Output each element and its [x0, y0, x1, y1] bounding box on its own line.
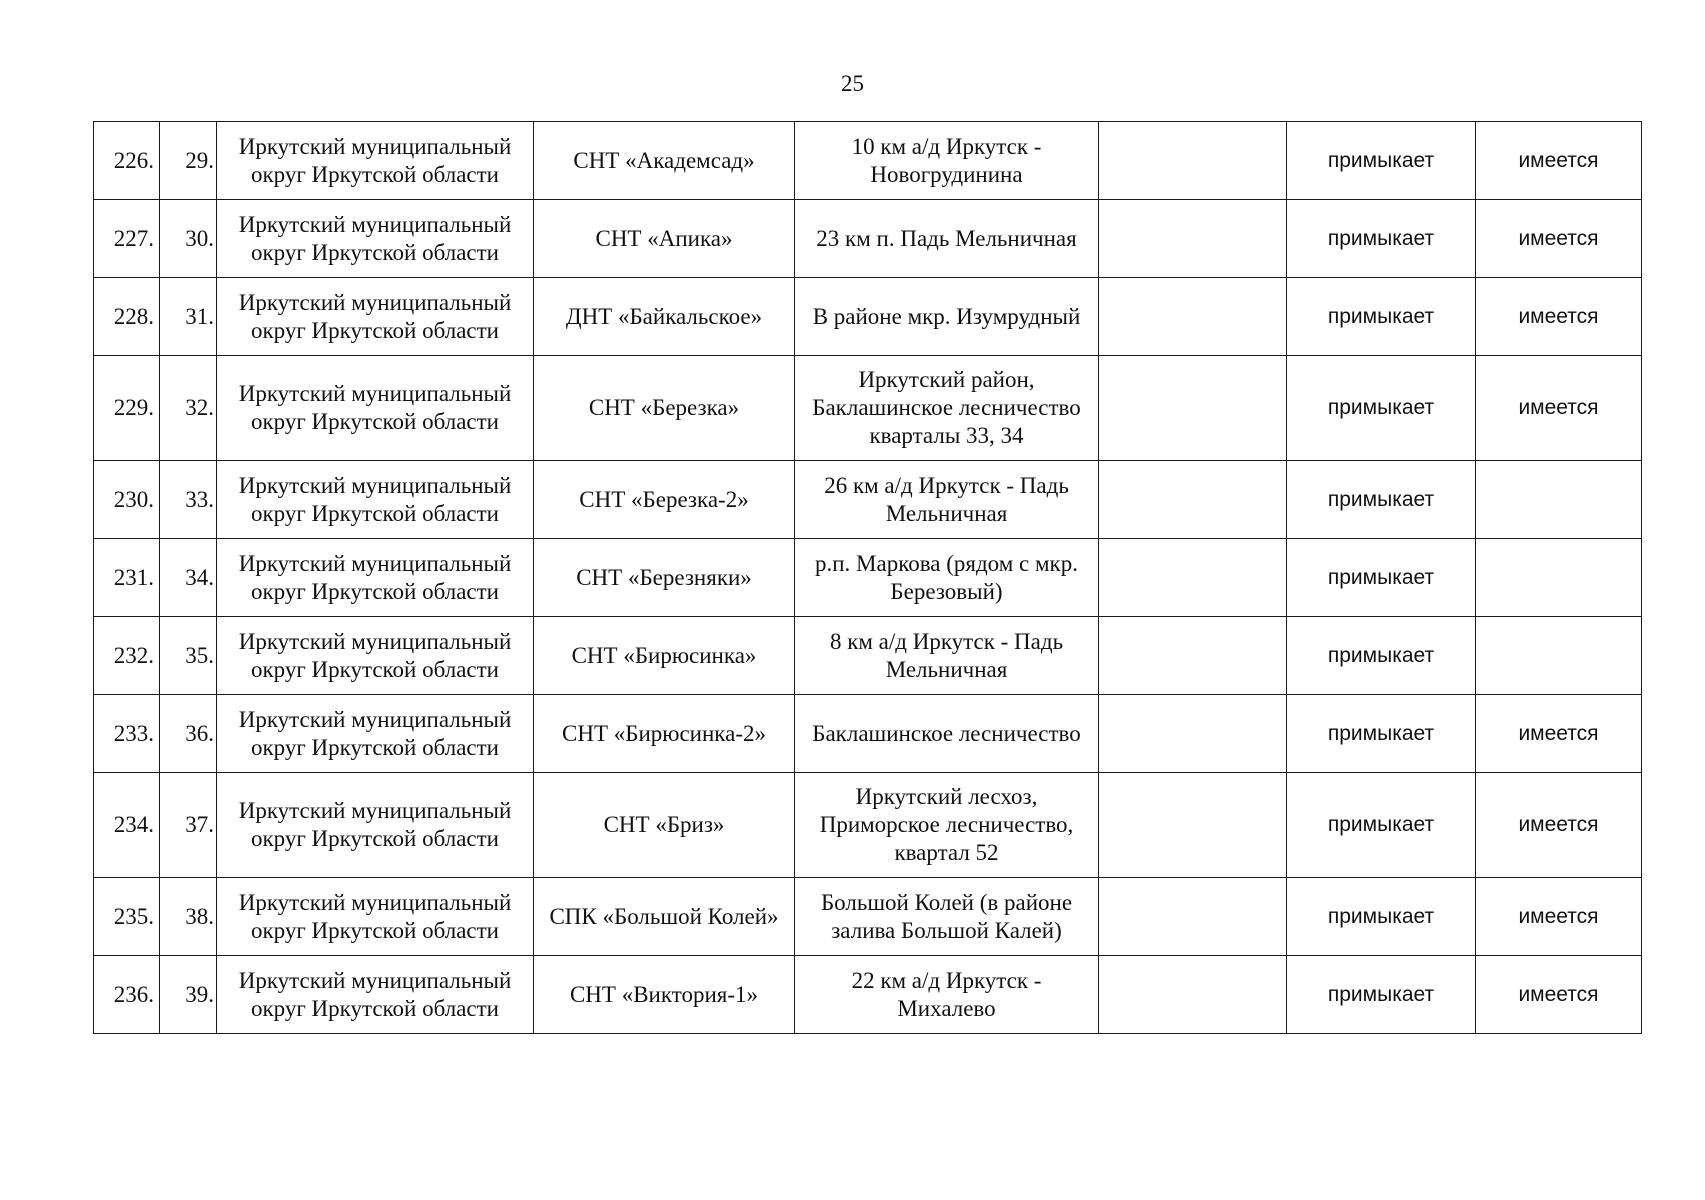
municipality-cell: Иркутский муниципальный округ Иркутской области [217, 200, 534, 278]
sub-number-cell: 38. [160, 878, 217, 956]
availability-cell: имеется [1476, 773, 1642, 878]
municipality-cell: Иркутский муниципальный округ Иркутской области [217, 278, 534, 356]
sub-number-cell: 36. [160, 695, 217, 773]
municipality-cell: Иркутский муниципальный округ Иркутской области [217, 461, 534, 539]
location-cell: р.п. Маркова (рядом с мкр. Березовый) [795, 539, 1099, 617]
partnership-name-cell: СПК «Большой Колей» [534, 878, 795, 956]
partnership-name-cell: СНТ «Березняки» [534, 539, 795, 617]
availability-cell: имеется [1476, 695, 1642, 773]
partnership-name-cell: СНТ «Апика» [534, 200, 795, 278]
row-number-cell: 232. [94, 617, 160, 695]
municipality-cell: Иркутский муниципальный округ Иркутской области [217, 695, 534, 773]
page-number: 25 [841, 71, 864, 96]
partnership-name-cell: СНТ «Бриз» [534, 773, 795, 878]
adjacency-status-cell: примыкает [1287, 878, 1476, 956]
location-cell: В районе мкр. Изумрудный [795, 278, 1099, 356]
table-row [94, 773, 1642, 878]
availability-cell: имеется [1476, 356, 1642, 461]
sub-number-cell: 29. [160, 122, 217, 200]
table-row [94, 200, 1642, 278]
table-row [94, 278, 1642, 356]
empty-cell [1099, 695, 1287, 773]
table-row [94, 956, 1642, 1034]
empty-cell [1099, 956, 1287, 1034]
row-number-cell: 234. [94, 773, 160, 878]
sub-number-cell: 32. [160, 356, 217, 461]
location-cell: 22 км а/д Иркутск - Михалево [795, 956, 1099, 1034]
table-row [94, 695, 1642, 773]
availability-cell: имеется [1476, 122, 1642, 200]
availability-cell [1476, 461, 1642, 539]
empty-cell [1099, 539, 1287, 617]
row-number-cell: 233. [94, 695, 160, 773]
adjacency-status-cell: примыкает [1287, 773, 1476, 878]
adjacency-status-cell: примыкает [1287, 956, 1476, 1034]
registry-table-body [94, 122, 1642, 1034]
row-number-cell: 235. [94, 878, 160, 956]
table-row [94, 122, 1642, 200]
empty-cell [1099, 278, 1287, 356]
partnership-name-cell: СНТ «Академсад» [534, 122, 795, 200]
adjacency-status-cell: примыкает [1287, 539, 1476, 617]
sub-number-cell: 39. [160, 956, 217, 1034]
availability-cell: имеется [1476, 878, 1642, 956]
adjacency-status-cell: примыкает [1287, 695, 1476, 773]
adjacency-status-cell: примыкает [1287, 200, 1476, 278]
partnership-name-cell: СНТ «Березка-2» [534, 461, 795, 539]
sub-number-cell: 30. [160, 200, 217, 278]
availability-cell: имеется [1476, 200, 1642, 278]
table-row [94, 539, 1642, 617]
availability-cell [1476, 539, 1642, 617]
location-cell: 26 км а/д Иркутск - Падь Мельничная [795, 461, 1099, 539]
availability-cell [1476, 617, 1642, 695]
municipality-cell: Иркутский муниципальный округ Иркутской области [217, 956, 534, 1034]
adjacency-status-cell: примыкает [1287, 617, 1476, 695]
municipality-cell: Иркутский муниципальный округ Иркутской области [217, 878, 534, 956]
empty-cell [1099, 122, 1287, 200]
row-number-cell: 236. [94, 956, 160, 1034]
adjacency-status-cell: примыкает [1287, 278, 1476, 356]
availability-cell: имеется [1476, 956, 1642, 1034]
municipality-cell: Иркутский муниципальный округ Иркутской области [217, 356, 534, 461]
partnership-name-cell: ДНТ «Байкальское» [534, 278, 795, 356]
table-row [94, 461, 1642, 539]
municipality-cell: Иркутский муниципальный округ Иркутской области [217, 617, 534, 695]
table-row [94, 617, 1642, 695]
partnership-name-cell: СНТ «Бирюсинка» [534, 617, 795, 695]
row-number-cell: 226. [94, 122, 160, 200]
sub-number-cell: 33. [160, 461, 217, 539]
empty-cell [1099, 461, 1287, 539]
empty-cell [1099, 878, 1287, 956]
location-cell: Иркутский район, Баклашинское лесничество кварталы 33, 34 [795, 356, 1099, 461]
registry-table [93, 121, 1642, 1034]
sub-number-cell: 35. [160, 617, 217, 695]
sub-number-cell: 37. [160, 773, 217, 878]
municipality-cell: Иркутский муниципальный округ Иркутской области [217, 539, 534, 617]
table-row [94, 356, 1642, 461]
partnership-name-cell: СНТ «Березка» [534, 356, 795, 461]
sub-number-cell: 34. [160, 539, 217, 617]
row-number-cell: 231. [94, 539, 160, 617]
empty-cell [1099, 356, 1287, 461]
row-number-cell: 230. [94, 461, 160, 539]
partnership-name-cell: СНТ «Бирюсинка-2» [534, 695, 795, 773]
availability-cell: имеется [1476, 278, 1642, 356]
sub-number-cell: 31. [160, 278, 217, 356]
row-number-cell: 228. [94, 278, 160, 356]
adjacency-status-cell: примыкает [1287, 461, 1476, 539]
municipality-cell: Иркутский муниципальный округ Иркутской области [217, 122, 534, 200]
empty-cell [1099, 773, 1287, 878]
table-row [94, 878, 1642, 956]
location-cell: Баклашинское лесничество [795, 695, 1099, 773]
adjacency-status-cell: примыкает [1287, 122, 1476, 200]
empty-cell [1099, 617, 1287, 695]
partnership-name-cell: СНТ «Виктория-1» [534, 956, 795, 1034]
location-cell: Большой Колей (в районе залива Большой Калей) [795, 878, 1099, 956]
empty-cell [1099, 200, 1287, 278]
location-cell: 10 км а/д Иркутск - Новогрудинина [795, 122, 1099, 200]
adjacency-status-cell: примыкает [1287, 356, 1476, 461]
municipality-cell: Иркутский муниципальный округ Иркутской области [217, 773, 534, 878]
location-cell: 8 км а/д Иркутск - Падь Мельничная [795, 617, 1099, 695]
row-number-cell: 229. [94, 356, 160, 461]
location-cell: Иркутский лесхоз, Приморское лесничество, квартал 52 [795, 773, 1099, 878]
row-number-cell: 227. [94, 200, 160, 278]
location-cell: 23 км п. Падь Мельничная [795, 200, 1099, 278]
